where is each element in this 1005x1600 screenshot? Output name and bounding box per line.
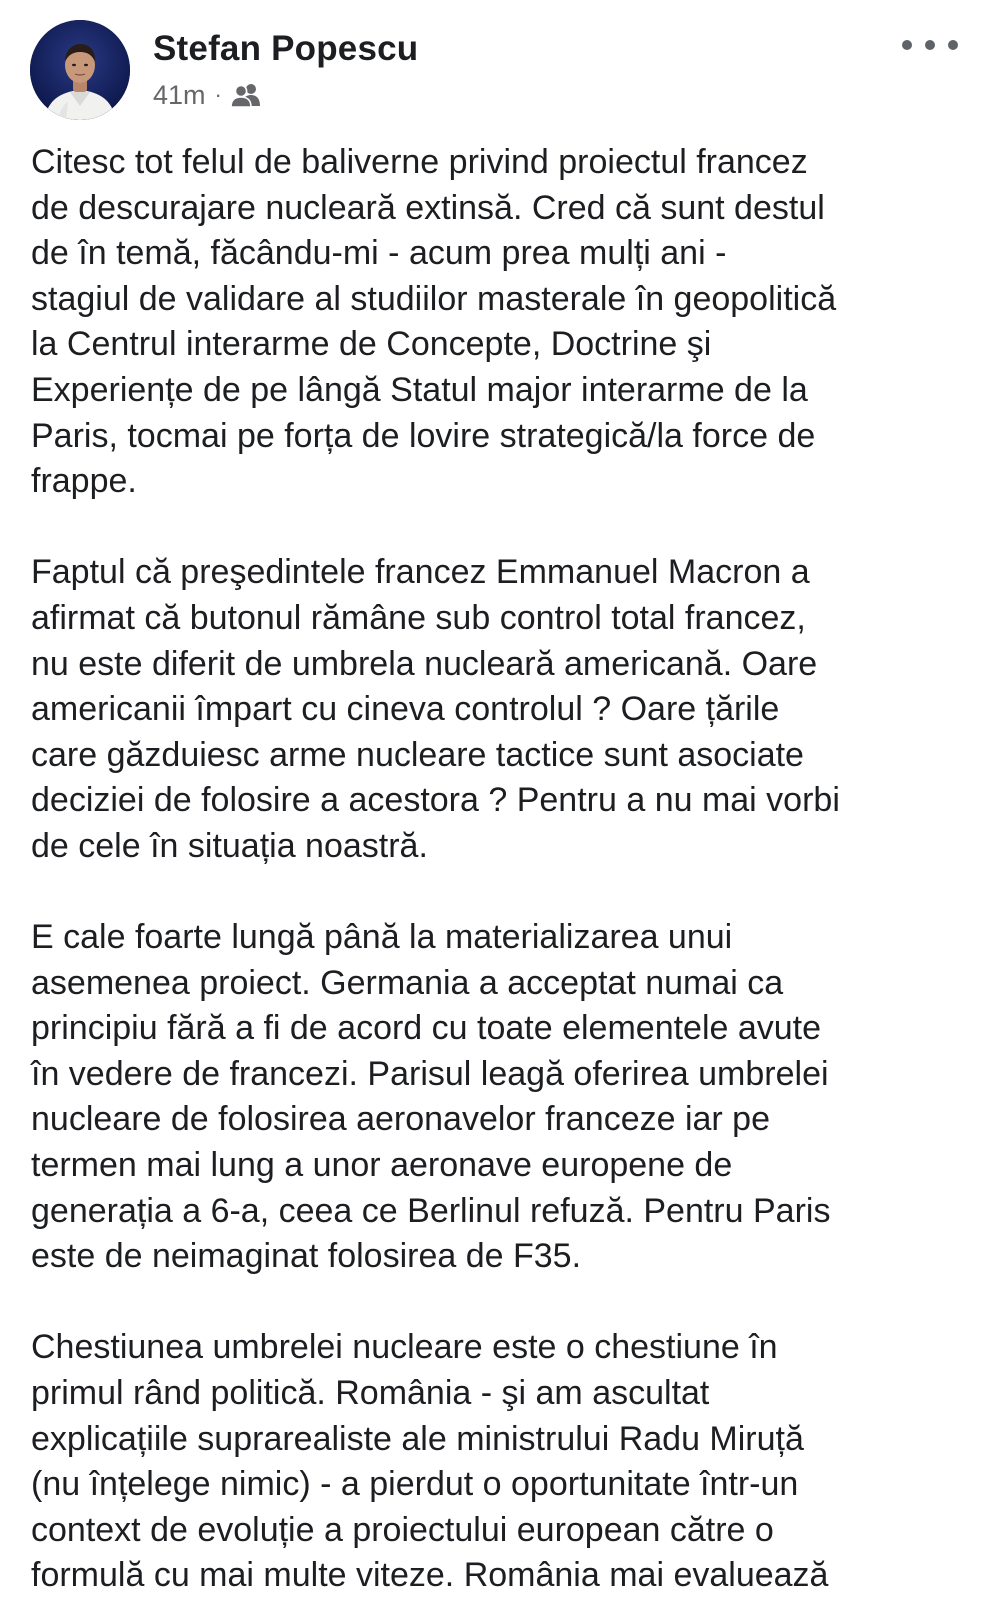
- text-line: afirmat că butonul rămâne sub control total francez,: [31, 598, 806, 637]
- text-line: Paris, tocmai pe forța de lovire strategică/la force de: [31, 416, 816, 455]
- text-line: de în temă, făcându-mi - acum prea mulți ani -: [31, 234, 727, 273]
- profile-photo-icon: [30, 20, 130, 120]
- text-line: de descurajare nucleară extinsă. Cred că sunt destul: [31, 188, 825, 227]
- text-line: generația a 6-a, ceea ce Berlinul refuză. Pentru Paris: [31, 1191, 831, 1230]
- text-line: Citesc tot felul de baliverne privind proiectul francez: [31, 143, 808, 181]
- text-line: nucleare de folosirea aeronavelor franceze iar pe: [31, 1100, 771, 1139]
- text-line: nu este diferit de umbrela nucleară americană. Oare: [31, 644, 818, 683]
- author-name[interactable]: Stefan Popescu: [153, 29, 419, 68]
- more-horizontal-icon: [948, 40, 958, 50]
- text-line: la Centrul interarme de Concepte, Doctrine şi: [31, 325, 712, 364]
- post-paragraph: [31, 140, 991, 505]
- text-line: (nu înțelege nimic) - a pierdut o oportunitate într-un: [31, 1465, 799, 1504]
- post-paragraph: [31, 915, 991, 1280]
- more-horizontal-icon: [902, 40, 912, 50]
- text-line: termen mai lung a unor aeronave europene de: [31, 1146, 733, 1185]
- more-options-button[interactable]: [902, 28, 958, 62]
- text-line: context de evoluție a proiectului european către o: [31, 1510, 774, 1549]
- author-avatar[interactable]: [30, 20, 130, 120]
- post-paragraph: [31, 1325, 991, 1599]
- text-line: Experiențe de pe lângă Statul major interarme de la: [31, 370, 808, 409]
- text-line: primul rând politică. România - şi am ascultat: [31, 1374, 710, 1413]
- text-line: asemenea proiect. Germania a acceptat numai ca: [31, 963, 784, 1002]
- text-line: de cele în situația noastră.: [31, 826, 428, 865]
- text-line: explicațiile suprarealiste ale ministrului Radu Miruță: [31, 1419, 804, 1458]
- meta-separator: ·: [214, 82, 222, 107]
- post-header: [0, 0, 1005, 130]
- text-line: americanii împart cu cineva controlul ? Oare țările: [31, 690, 780, 729]
- text-line: stagiul de validare al studiilor masterale în geopolitică: [31, 279, 837, 318]
- text-line: formulă cu mai multe viteze. România mai evaluează: [31, 1556, 829, 1595]
- text-line: Chestiunea umbrelei nucleare este o chestiune în: [31, 1328, 778, 1367]
- post-meta: [153, 78, 261, 112]
- text-line: este de neimaginat folosirea de F35.: [31, 1237, 582, 1276]
- post-time[interactable]: 41m: [153, 79, 206, 110]
- post-paragraph: [31, 550, 991, 869]
- text-line: deciziei de folosire a acestora ? Pentru a nu mai vorbi: [31, 781, 840, 820]
- text-line: principiu fără a fi de acord cu toate elementele avute: [31, 1009, 822, 1048]
- more-horizontal-icon: [925, 40, 935, 50]
- friends-icon[interactable]: [231, 82, 261, 108]
- text-line: E cale foarte lungă până la materializarea unui: [31, 918, 733, 957]
- text-line: Faptul că preşedintele francez Emmanuel Macron a: [31, 553, 810, 592]
- post-body: [31, 140, 991, 1600]
- text-line: care găzduiesc arme nucleare tactice sunt asociate: [31, 735, 804, 774]
- text-line: în vedere de francezi. Parisul leagă oferirea umbrelei: [31, 1054, 829, 1093]
- text-line: frappe.: [31, 462, 137, 501]
